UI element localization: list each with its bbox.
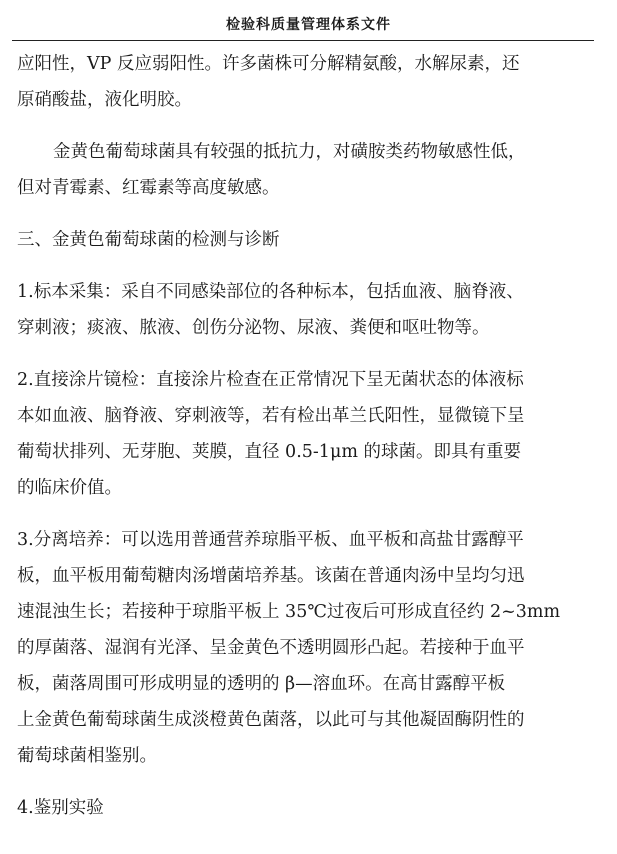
text-line: 但对青霉素、红霉素等高度敏感。 [17, 178, 280, 198]
text-line: 板，血平板用葡萄糖肉汤增菌培养基。该菌在普通肉汤中呈均匀迅 [17, 566, 525, 586]
paragraph-isolation-culture [17, 522, 597, 774]
text-line: 板，菌落周围可形成明显的透明的 β—溶血环。在高甘露醇平板 [17, 674, 506, 694]
section-heading-detection [17, 222, 597, 258]
text-line: 原硝酸盐，液化明胶。 [17, 90, 192, 110]
section-heading: 三、金黄色葡萄球菌的检测与诊断 [17, 230, 280, 250]
paragraph-resistance [17, 134, 597, 206]
text-line: 应阳性，VP 反应弱阳性。许多菌株可分解精氨酸，水解尿素，还 [17, 54, 520, 74]
paragraph-biochemical-reactions [17, 46, 597, 118]
header-divider [12, 40, 594, 41]
document-body [17, 46, 597, 826]
text-line: 金黄色葡萄球菌具有较强的抵抗力，对磺胺类药物敏感性低， [53, 142, 526, 162]
text-line: 上金黄色葡萄球菌生成淡橙黄色菌落，以此可与其他凝固酶阴性的 [17, 710, 525, 730]
paragraph-direct-smear [17, 362, 597, 506]
paragraph-identification [17, 790, 597, 826]
text-line: 2.直接涂片镜检：直接涂片检查在正常情况下呈无菌状态的体液标 [17, 370, 524, 390]
text-line: 的厚菌落、湿润有光泽、呈金黄色不透明圆形凸起。若接种于血平 [17, 638, 525, 658]
text-line: 本如血液、脑脊液、穿刺液等，若有检出革兰氏阳性，显微镜下呈 [17, 406, 525, 426]
text-line: 4.鉴别实验 [17, 798, 104, 818]
paragraph-specimen-collection [17, 274, 597, 346]
text-line: 速混浊生长；若接种于琼脂平板上 35℃过夜后可形成直径约 2~3mm [17, 602, 561, 622]
text-line: 葡萄球菌相鉴别。 [17, 746, 157, 766]
document-header-title: 检验科质量管理体系文件 [226, 17, 391, 33]
text-line: 葡萄状排列、无芽胞、荚膜，直径 0.5-1μm 的球菌。即具有重要 [17, 442, 521, 462]
text-line: 3.分离培养：可以选用普通营养琼脂平板、血平板和高盐甘露醇平 [17, 530, 524, 550]
text-line: 穿刺液；痰液、脓液、创伤分泌物、尿液、粪便和呕吐物等。 [17, 318, 490, 338]
text-line: 的临床价值。 [17, 478, 122, 498]
text-line: 1.标本采集：采自不同感染部位的各种标本，包括血液、脑脊液、 [17, 282, 524, 302]
